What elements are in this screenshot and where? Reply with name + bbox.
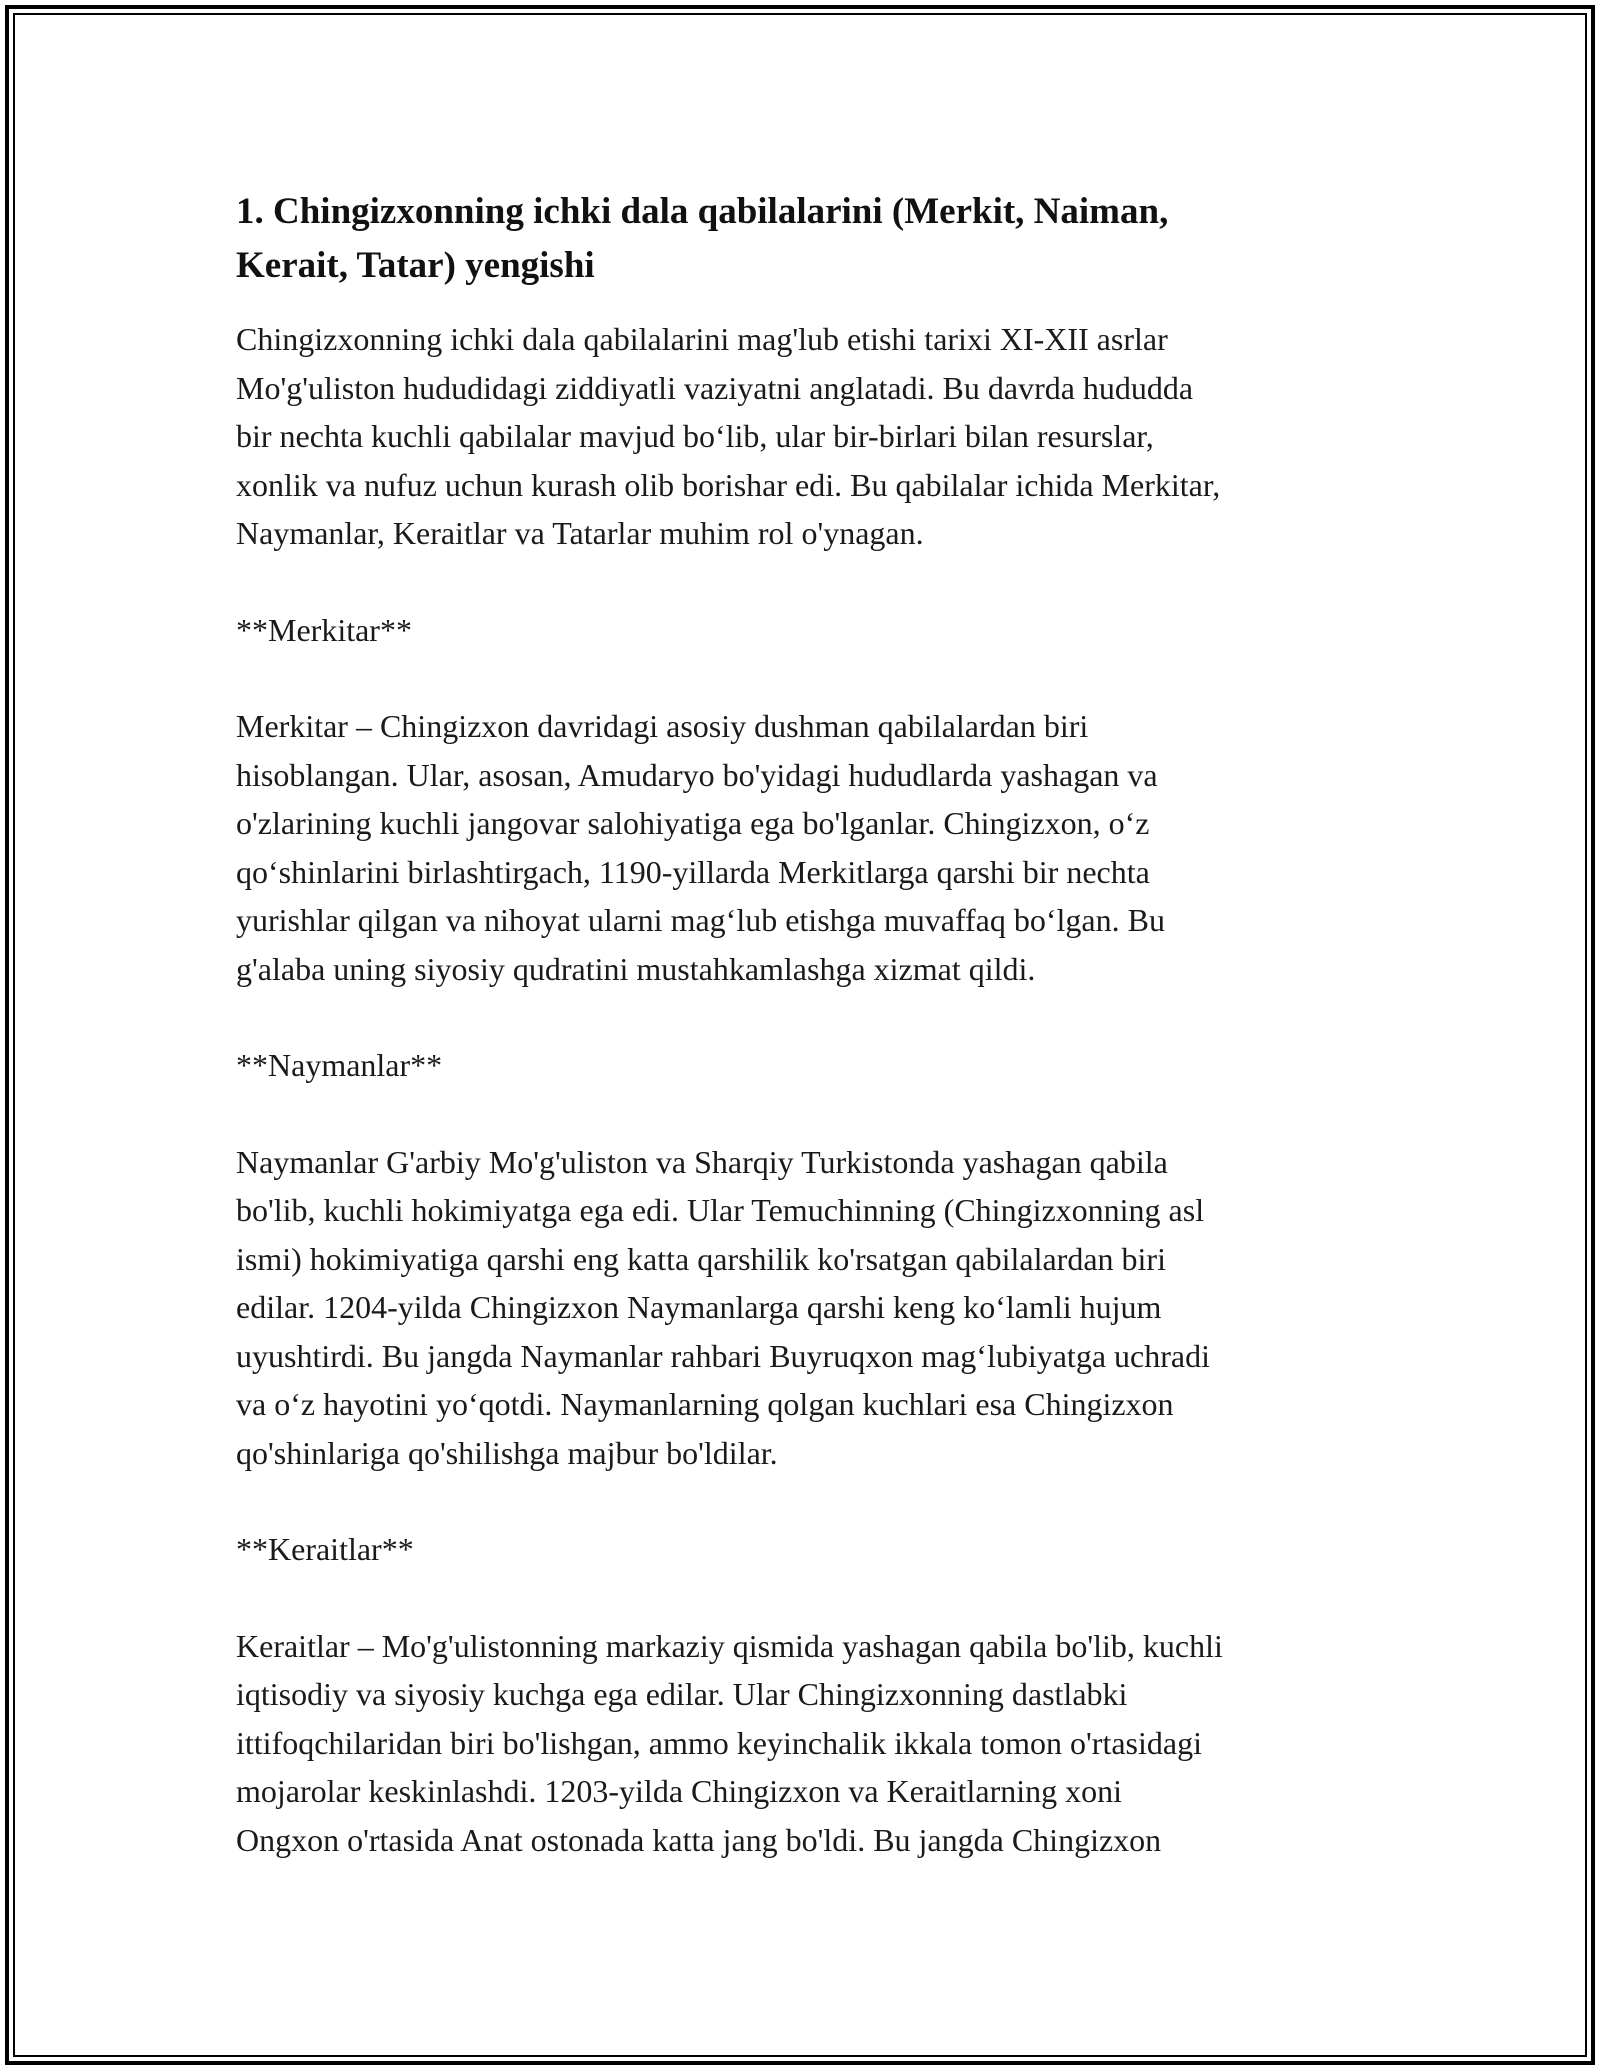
section-text-naymanlar: Naymanlar G'arbiy Mo'g'uliston va Sharqiy Turkistonda yashagan qabila bo'lib, kuchli hokimiyatga ega edi. Ular Temuchinning (Chingizxonning asl ismi) hokimiyatiga qarshi eng katta qarshilik ko'rsatgan qabilalardan biri edilar. 1204-yilda Chingizxon Naymanlarga qarshi keng ko‘lamli hujum uyushtirdi. Bu jangda Naymanlar rahbari Buyruqxon mag‘lubiyatga uchradi va o‘z hayotini yo‘qotdi. Naymanlarning qolgan kuchlari esa Chingizxon qo'shinlariga qo'shilishga majbur bo'ldilar. [236,1143,1210,1471]
intro-paragraph: Chingizxonning ichki dala qabilalarini mag'lub etishi tarixi XI-XII asrlar Mo'g'uliston hududidagi ziddiyatli vaziyatni anglatadi. Bu davrda hududda bir nechta kuchli qabilalar mavjud bo‘lib, ular bir-birlari bilan resurslar, xonlik va nufuz uchun kurash olib borishar edi. Bu qabilalar ichida Merkitar, Naymanlar, Keraitlar va Tatarlar muhim rol o'ynagan. [236,321,1221,551]
section-heading-merkitar: **Merkitar** [236,611,412,648]
document-title: 1. Chingizxonning ichki dala qabilalarini (Merkit, Naiman, Kerait, Tatar) yengishi [236,191,1169,286]
section-heading-keraitlar: **Keraitlar** [236,1531,414,1567]
section-heading-naymanlar: **Naymanlar** [236,1047,443,1083]
section-text-merkitar: Merkitar – Chingizxon davridagi asosiy dushman qabilalardan biri hisoblangan. Ular, asosan, Amudaryo bo'yidagi hududlarda yashagan va o'zlarining kuchli jangovar salohiyatiga ega bo'lganlar. Chingizxon, o‘z qo‘shinlarini birlashtirgach, 1190-yillarda Merkitlarga qarshi bir nechta yurishlar qilgan va nihoyat ularni mag‘lub etishga muvaffaq bo‘lgan. Bu g'alaba uning siyosiy qudratini mustahkamlashga xizmat qildi. [236,708,1165,987]
section-text-keraitlar: Keraitlar – Mo'g'ulistonning markaziy qismida yashagan qabila bo'lib, kuchli iqtisodiy va siyosiy kuchga ega edilar. Ular Chingizxonning dastlabki ittifoqchilaridan biri bo'lishgan, ammo keyinchalik ikkala tomon o'rtasidagi mojarolar keskinlashdi. 1203-yilda Chingizxon va Keraitlarning xoni Ongxon o'rtasida Anat ostonada katta jang bo'ldi. Bu jangda Chingizxon [236,1627,1223,1858]
document-body [236,185,1376,1864]
